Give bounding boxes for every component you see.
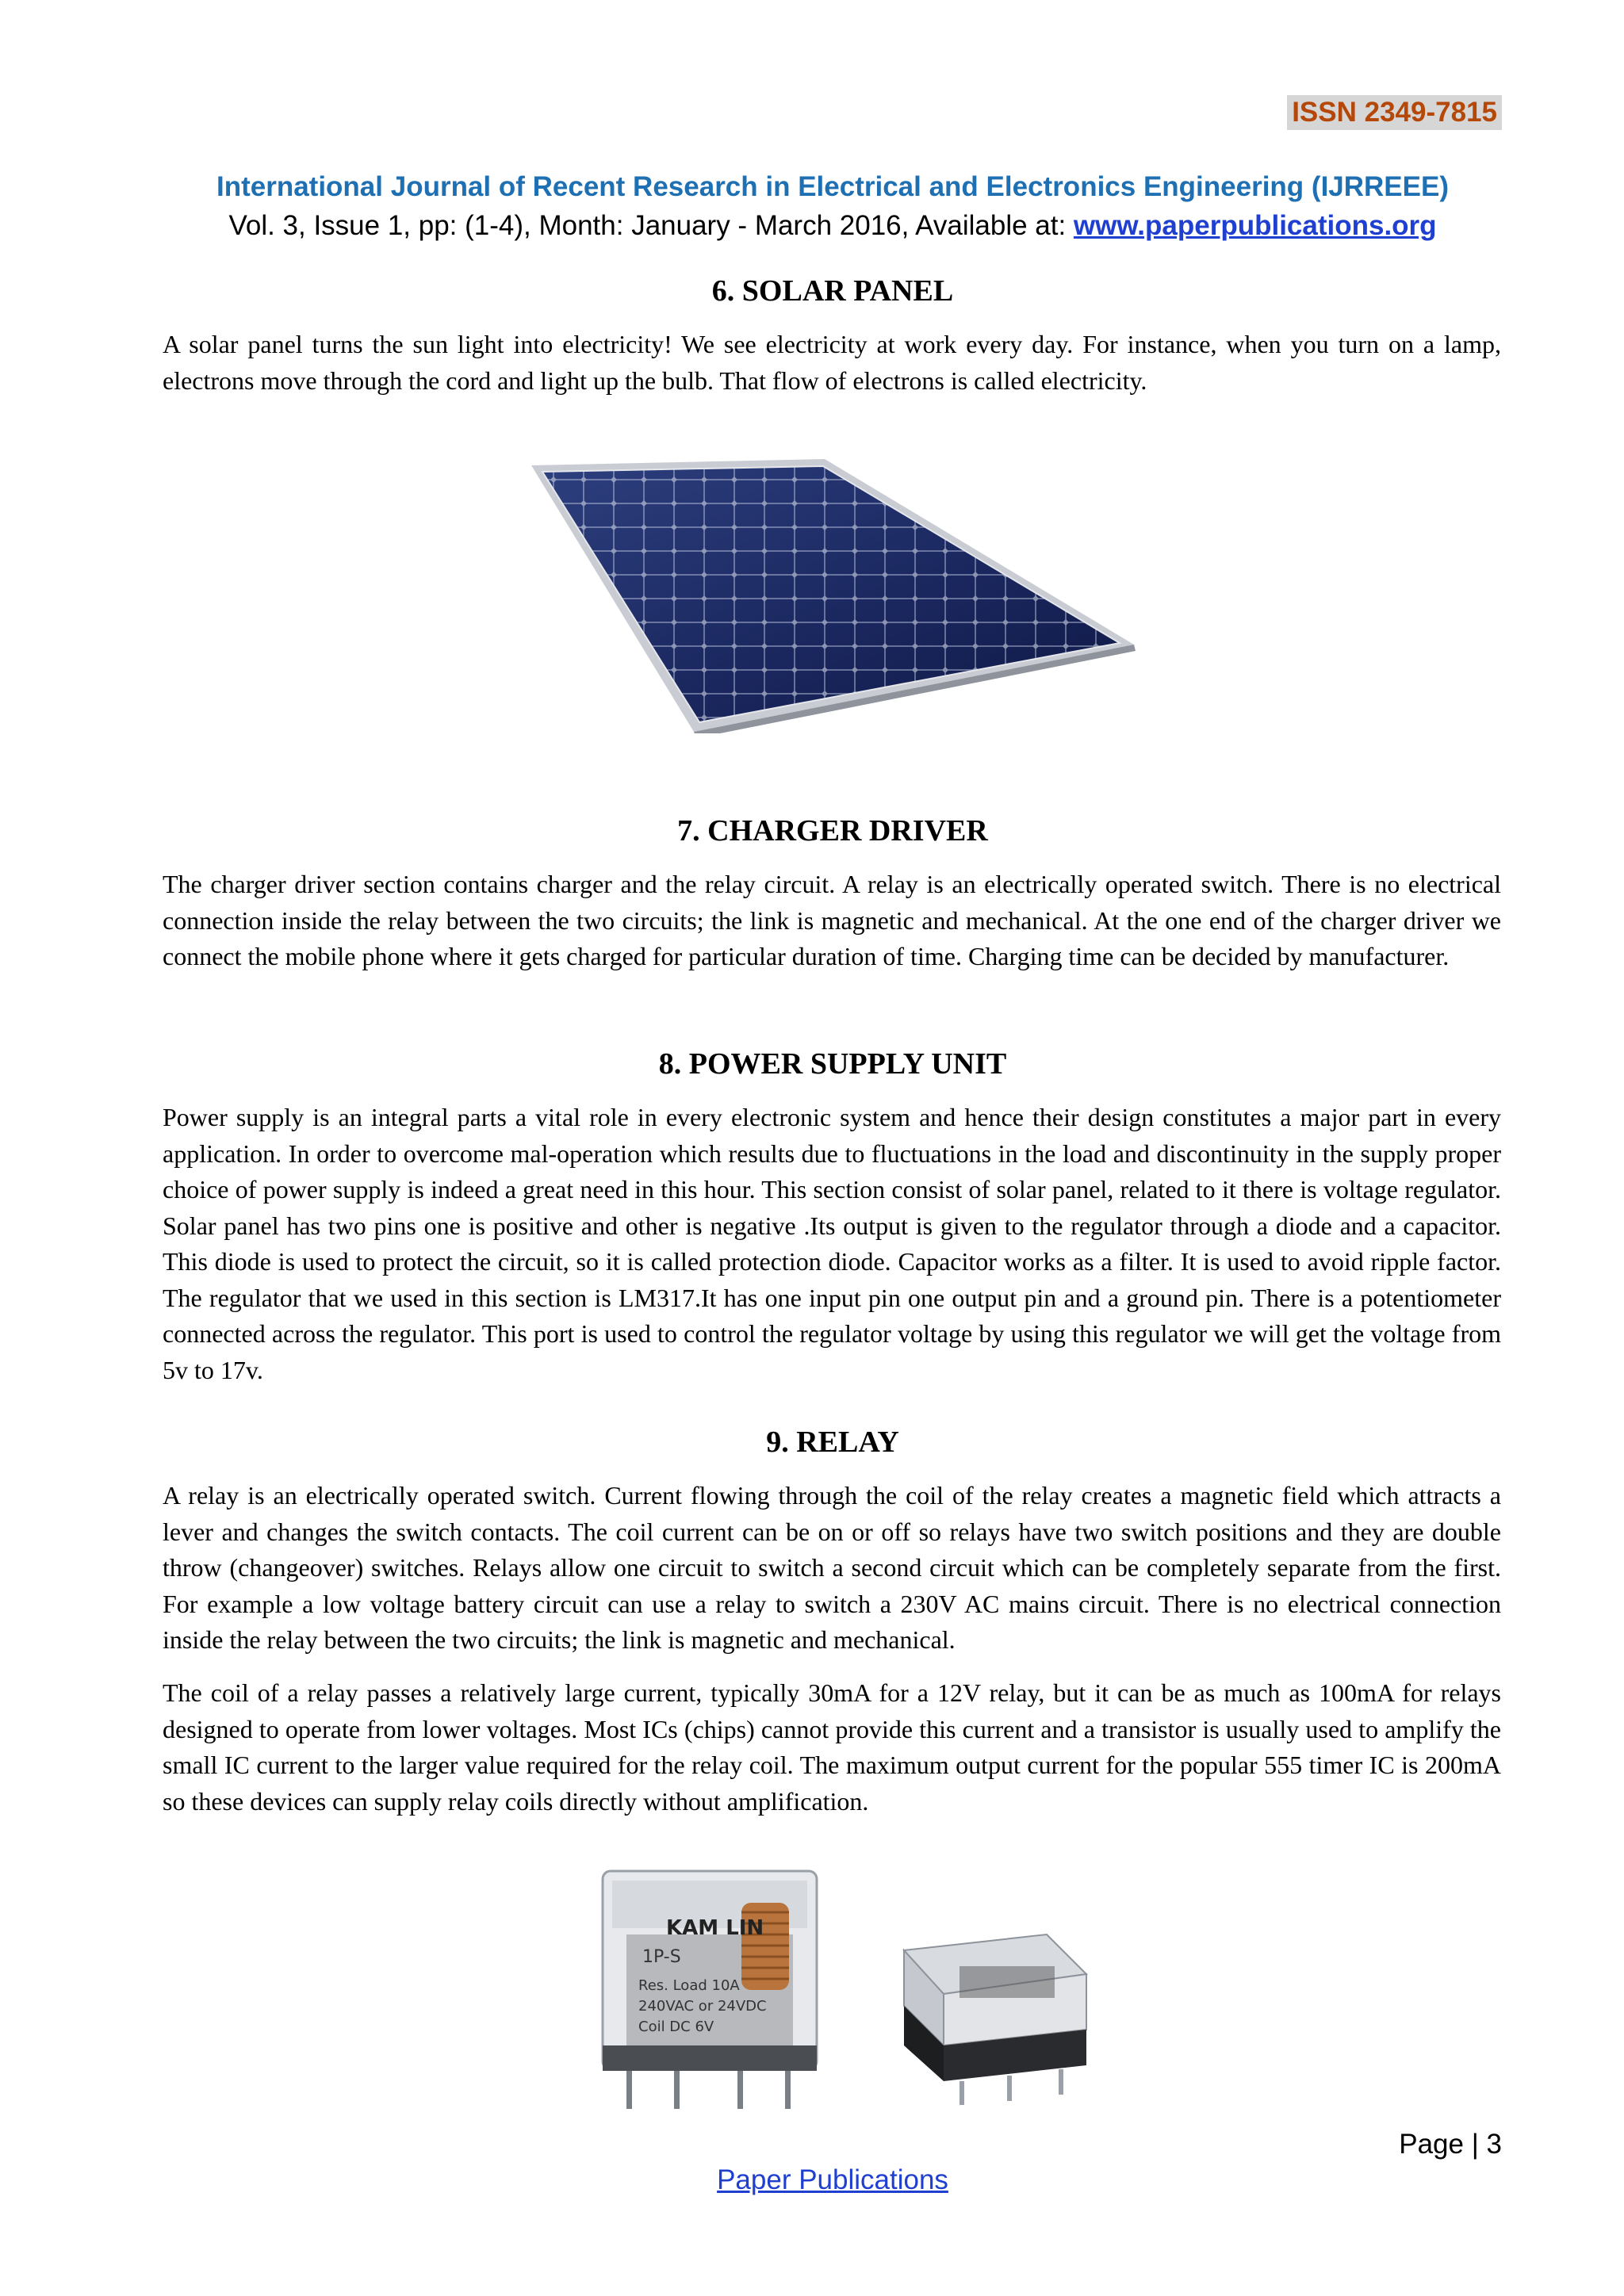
relay-image-large [579, 1855, 841, 2117]
publisher-link[interactable]: Paper Publications [717, 2164, 948, 2195]
website-link[interactable]: www.paperpublications.org [1073, 210, 1437, 241]
heading-solar-panel: 6. SOLAR PANEL [711, 274, 954, 308]
paragraph-relay-2: The coil of a relay passes a relatively large current, typically 30mA for a 12V relay, but it can be as much as 100mA for relays designed to operate from lower voltages. Most ICs (chips) cannot provide this current and a transistor is usually used to amplify the small IC current to the larger value required for the relay coil. The maximum output current for the popular 555 timer IC is 200mA so these devices can supply relay coils directly without amplification. [163, 1678, 1501, 1816]
paragraph-charger-driver: The charger driver section contains charger and the relay circuit. A relay is an electrically operated switch. There is no electrical connection inside the relay between the two circuits; the link is magnetic and mechanical. At the one end of the charger driver we connect the mobile phone where it gets charged for particular duration of time. Charging time can be decided by manufacturer. [163, 870, 1501, 970]
paragraph-power-supply-unit: Power supply is an integral parts a vital role in every electronic system and hence their design constitutes a major part in every application. In order to overcome mal-operation which results due to fluctuations in the load and discontinuity in the supply proper choice of power supply is indeed a great need in this hour. This section consist of solar panel, related to it there is voltage regulator. Solar panel has two pins one is positive and other is negative .Its output is given to the regulator through a diode and a capacitor. This diode is used to protect the circuit, so it is called protection diode. Capacitor works as a filter. It is used to avoid ripple factor. The regulator that we used in this section is LM317.It has one input pin one output pin and a ground pin. There is a potentiometer connected across the regulator. This port is used to control the regulator voltage by using this regulator we will get the voltage from 5v to 17v. [163, 1103, 1501, 1384]
issn-badge: ISSN 2349-7815 [1287, 95, 1502, 130]
relay-label-line1: Res. Load 10A [638, 1977, 740, 1994]
paragraph-solar-panel: A solar panel turns the sun light into electricity! We see electricity at work every day. For instance, when you turn on a lamp, electrons move through the cord and light up the bulb. That flow of electrons is called electricity. [163, 330, 1501, 395]
journal-title: International Journal of Recent Research in Electrical and Electronics Engineering (IJRREEE) [216, 171, 1449, 202]
volume-text: Vol. 3, Issue 1, pp: (1-4), Month: January - March 2016, Available at: [228, 210, 1074, 241]
relay-label-line2: 240VAC or 24VDC [638, 1998, 767, 2015]
heading-power-supply-unit: 8. POWER SUPPLY UNIT [658, 1047, 1007, 1081]
page-number: Page | 3 [1399, 2129, 1502, 2160]
relay-model-text: 1P-S [642, 1947, 681, 1967]
heading-charger-driver: 7. CHARGER DRIVER [677, 814, 988, 848]
relay-label-line3: Coil DC 6V [638, 2019, 714, 2035]
heading-relay: 9. RELAY [766, 1425, 899, 1459]
footer [0, 2164, 1624, 2196]
volume-line [0, 210, 1624, 242]
relay-brand-text: KAM LIN [666, 1916, 764, 1940]
paragraph-relay-1: A relay is an electrically operated switch. Current flowing through the coil of the relay creates a magnetic field which attracts a lever and changes the switch contacts. The coil current can be on or off so relays have two switch positions and they are double throw (changeover) switches. Relays allow one circuit to switch a second circuit which can be completely separate from the first. For example a low voltage battery circuit can use a relay to switch a 230V AC mains circuit. There is no electrical connection inside the relay between the two circuits; the link is magnetic and mechanical. [163, 1481, 1501, 1654]
solar-panel-image [523, 456, 1142, 733]
relay-image-small [888, 1919, 1094, 2109]
